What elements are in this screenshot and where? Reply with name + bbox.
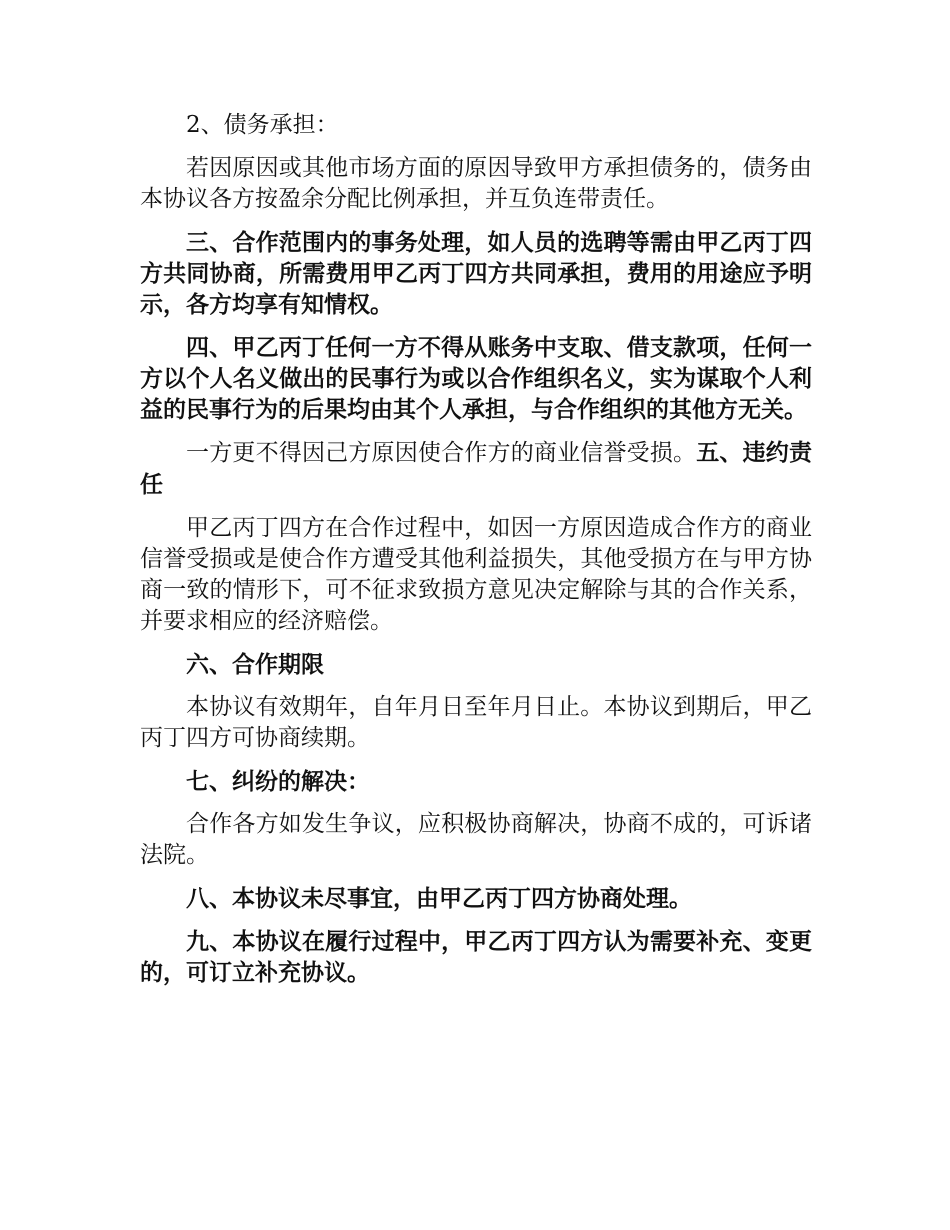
section-nine: 九、本协议在履行过程中，甲乙丙丁四方认为需要补充、变更的，可订立补充协议。 <box>140 928 812 986</box>
debt-heading: 2、债务承担： <box>186 112 339 138</box>
term-paragraph: 本协议有效期年，自年月日至年月日止。本协议到期后，甲乙丙丁四方可协商续期。 <box>140 694 812 751</box>
section-five-heading: 五、违约责任 <box>140 439 813 498</box>
section-eight: 八、本协议未尽事宜，由甲乙丙丁四方协商处理。 <box>186 885 692 912</box>
section-three: 三、合作范围内的事务处理，如人员的选聘等需由甲乙丙丁四方共同协商，所需费用甲乙丙丁四方共同承担，费用的用途应予明示，各方均享有知情权。 <box>140 229 812 318</box>
section-six-heading: 六、合作期限 <box>186 651 324 678</box>
reputation-text: 一方更不得因己方原因使合作方的商业信誉受损。 <box>186 440 697 466</box>
dispute-paragraph: 合作各方如发生争议，应积极协商解决，协商不成的，可诉诸法院。 <box>140 811 812 868</box>
document-page <box>140 110 812 1000</box>
reputation-paragraph <box>140 437 812 501</box>
debt-paragraph: 若因原因或其他市场方面的原因导致甲方承担债务的，债务由本协议各方按盈余分配比例承担，并互负连带责任。 <box>140 155 812 212</box>
section-seven-heading: 七、纠纷的解决： <box>186 768 370 795</box>
section-four: 四、甲乙丙丁任何一方不得从账务中支取、借支款项，任何一方以个人名义做出的民事行为或以合作组织名义，实为谋取个人利益的民事行为的后果均由其个人承担，与合作组织的其他方无关。 <box>140 334 812 423</box>
breach-paragraph: 甲乙丙丁四方在合作过程中，如因一方原因造成合作方的商业信誉受损或是使合作方遭受其他利益损失，其他受损方在与甲方协商一致的情形下，可不征求致损方意见决定解除与其的合作关系，并要求相应的经济赔偿。 <box>140 515 812 634</box>
